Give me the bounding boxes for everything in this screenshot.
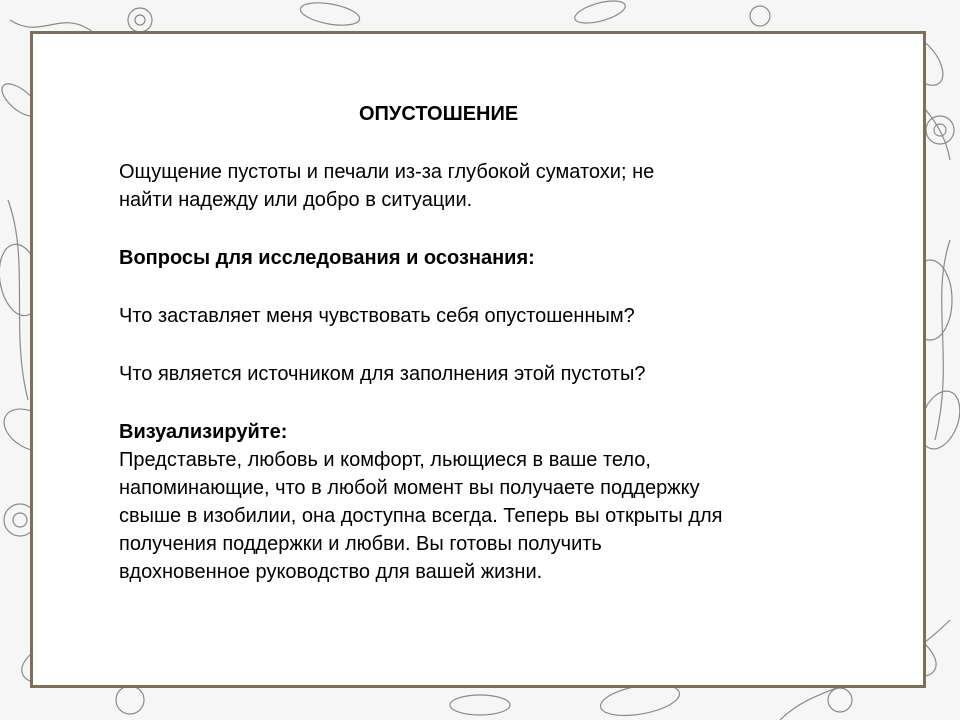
visualize-line: вдохновенное руководство для вашей жизни.: [119, 561, 543, 583]
visualize-heading: Визуализируйте:: [119, 421, 288, 443]
questions-heading: Вопросы для исследования и осознания:: [119, 247, 535, 269]
question-1: Что заставляет меня чувствовать себя опустошенным?: [119, 305, 635, 327]
question-2: Что является источником для заполнения этой пустоты?: [119, 363, 646, 385]
description-paragraph: [119, 158, 879, 214]
visualize-line: свыше в изобилии, она доступна всегда. Теперь вы открыты для: [119, 505, 723, 527]
visualize-line: Представьте, любовь и комфорт, льющиеся в ваше тело,: [119, 449, 651, 471]
visualize-line: получения поддержки и любви. Вы готовы получить: [119, 533, 602, 555]
description-line: найти надежду или добро в ситуации.: [119, 189, 473, 211]
description-line: Ощущение пустоты и печали из-за глубокой суматохи; не: [119, 161, 655, 183]
visualize-line: напоминающие, что в любой момент вы получаете поддержку: [119, 477, 700, 499]
visualize-paragraph: [119, 446, 879, 586]
page-title: ОПУСТОШЕНИЕ: [359, 103, 519, 125]
